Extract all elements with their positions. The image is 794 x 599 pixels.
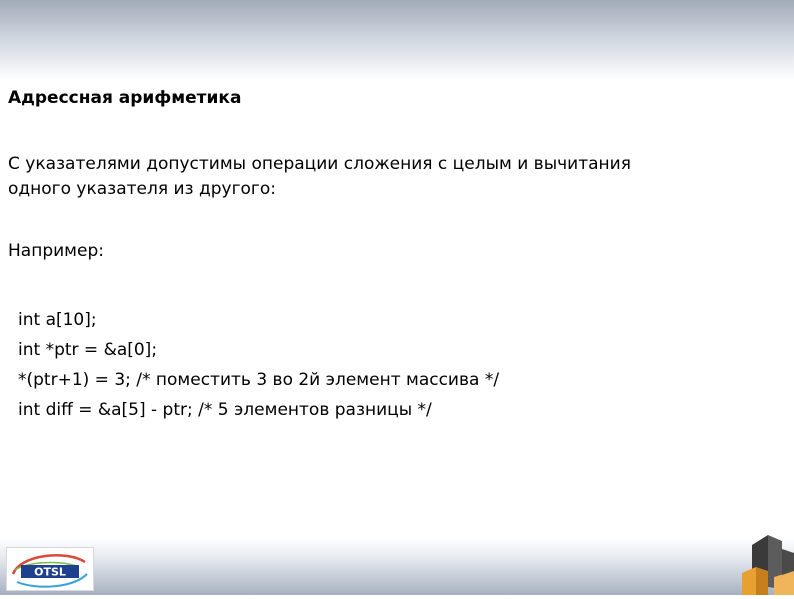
- logo-text: OTSL: [34, 565, 66, 579]
- code-line: *(ptr+1) = 3; /* поместить 3 во 2й элемент массива */: [18, 370, 500, 390]
- header-gradient-band: [0, 0, 794, 82]
- intro-line: С указателями допустимы операции сложения с целым и вычитания: [8, 154, 631, 174]
- code-line: int diff = &a[5] - ptr; /* 5 элементов разницы */: [18, 400, 432, 420]
- footer-gradient-band: [0, 538, 794, 595]
- example-label: Например:: [8, 241, 104, 261]
- building-blocks-icon: [738, 527, 794, 595]
- slide-title: Адрессная арифметика: [8, 88, 242, 108]
- code-block: [18, 305, 499, 425]
- code-line: int *ptr = &a[0];: [18, 340, 158, 360]
- intro-paragraph: [8, 152, 708, 202]
- intro-line: одного указателя из другого:: [8, 179, 276, 199]
- code-line: int a[10];: [18, 310, 97, 330]
- otsl-logo: [6, 547, 94, 591]
